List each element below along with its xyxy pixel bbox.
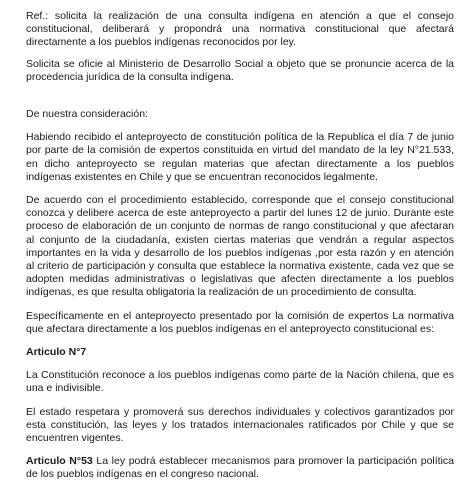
body-paragraph-1: Habiendo recibido el anteproyecto de constitución política de la Republica el día 7 de junio por parte de la comisión de expertos constituida en virtud del mandato de la ley N°21.533, en dicho anteproyecto se regulan materias que afectan directamente a los pueblos indígenas existentes en Chile y que se encuentran reconocidos legalmente. xyxy=(26,131,454,183)
request-paragraph: Solicita se oficie al Ministerio de Desarrollo Social a objeto que se pronuncie acerca de la procedencia jurídica de la consulta indígena. xyxy=(26,57,454,83)
article-7-paragraph-1: La Constitución reconoce a los pueblos indígenas como parte de la Nación chilena, que es una e indivisible. xyxy=(26,369,454,395)
body-paragraph-3: Específicamente en el anteproyecto presentado por la comisión de expertos La normativa que afectara directamente a los pueblos indígenas en el anteproyecto constitucional es: xyxy=(26,309,454,335)
article-53-paragraph xyxy=(26,455,454,481)
article-53-label: Articulo N°53 xyxy=(26,455,93,468)
body-paragraph-2: De acuerdo con el procedimiento establecido, corresponde que el consejo constitucional conozca y delibere acerca de este anteproyecto a partir del lunes 12 de junio. Durante este proceso de elaboración de un conjunto de normas de rango constitucional y que afectaran al conjunto de la ciudadanía, existen ciertas materias que vendrán a regular aspectos importantes en la vida y desarrollo de los pueblos indígenas ,por esta razón y en atención al criterio de participación y consulta que establece la normativa existente, cada vez que se adopten medidas administrativas o legislativas que afecten directamente a los pueblos indígenas, es que resulta obligatoria la realización de un procedimiento de consulta. xyxy=(26,194,454,299)
reference-paragraph: Ref.: solicita la realización de una consulta indígena en atención a que el consejo constitucional, deliberará y propondrá una normativa constitucional que afectará directamente a los pueblos indígenas reconocidos por ley. xyxy=(26,10,454,49)
greeting: De nuestra consideración: xyxy=(26,108,148,121)
article-7-heading: Articulo N°7 xyxy=(26,346,87,359)
article-7-paragraph-2: El estado respetara y promoverá sus derechos individuales y colectivos garantizados por esta constitución, las leyes y los tratados internacionales ratificados por Chile y que se encuentren vigentes. xyxy=(26,405,454,445)
article-53-text: La ley podrá establecer mecanismos para promover la participación política de los pueblos indígenas en el congreso nacional. xyxy=(26,455,455,481)
